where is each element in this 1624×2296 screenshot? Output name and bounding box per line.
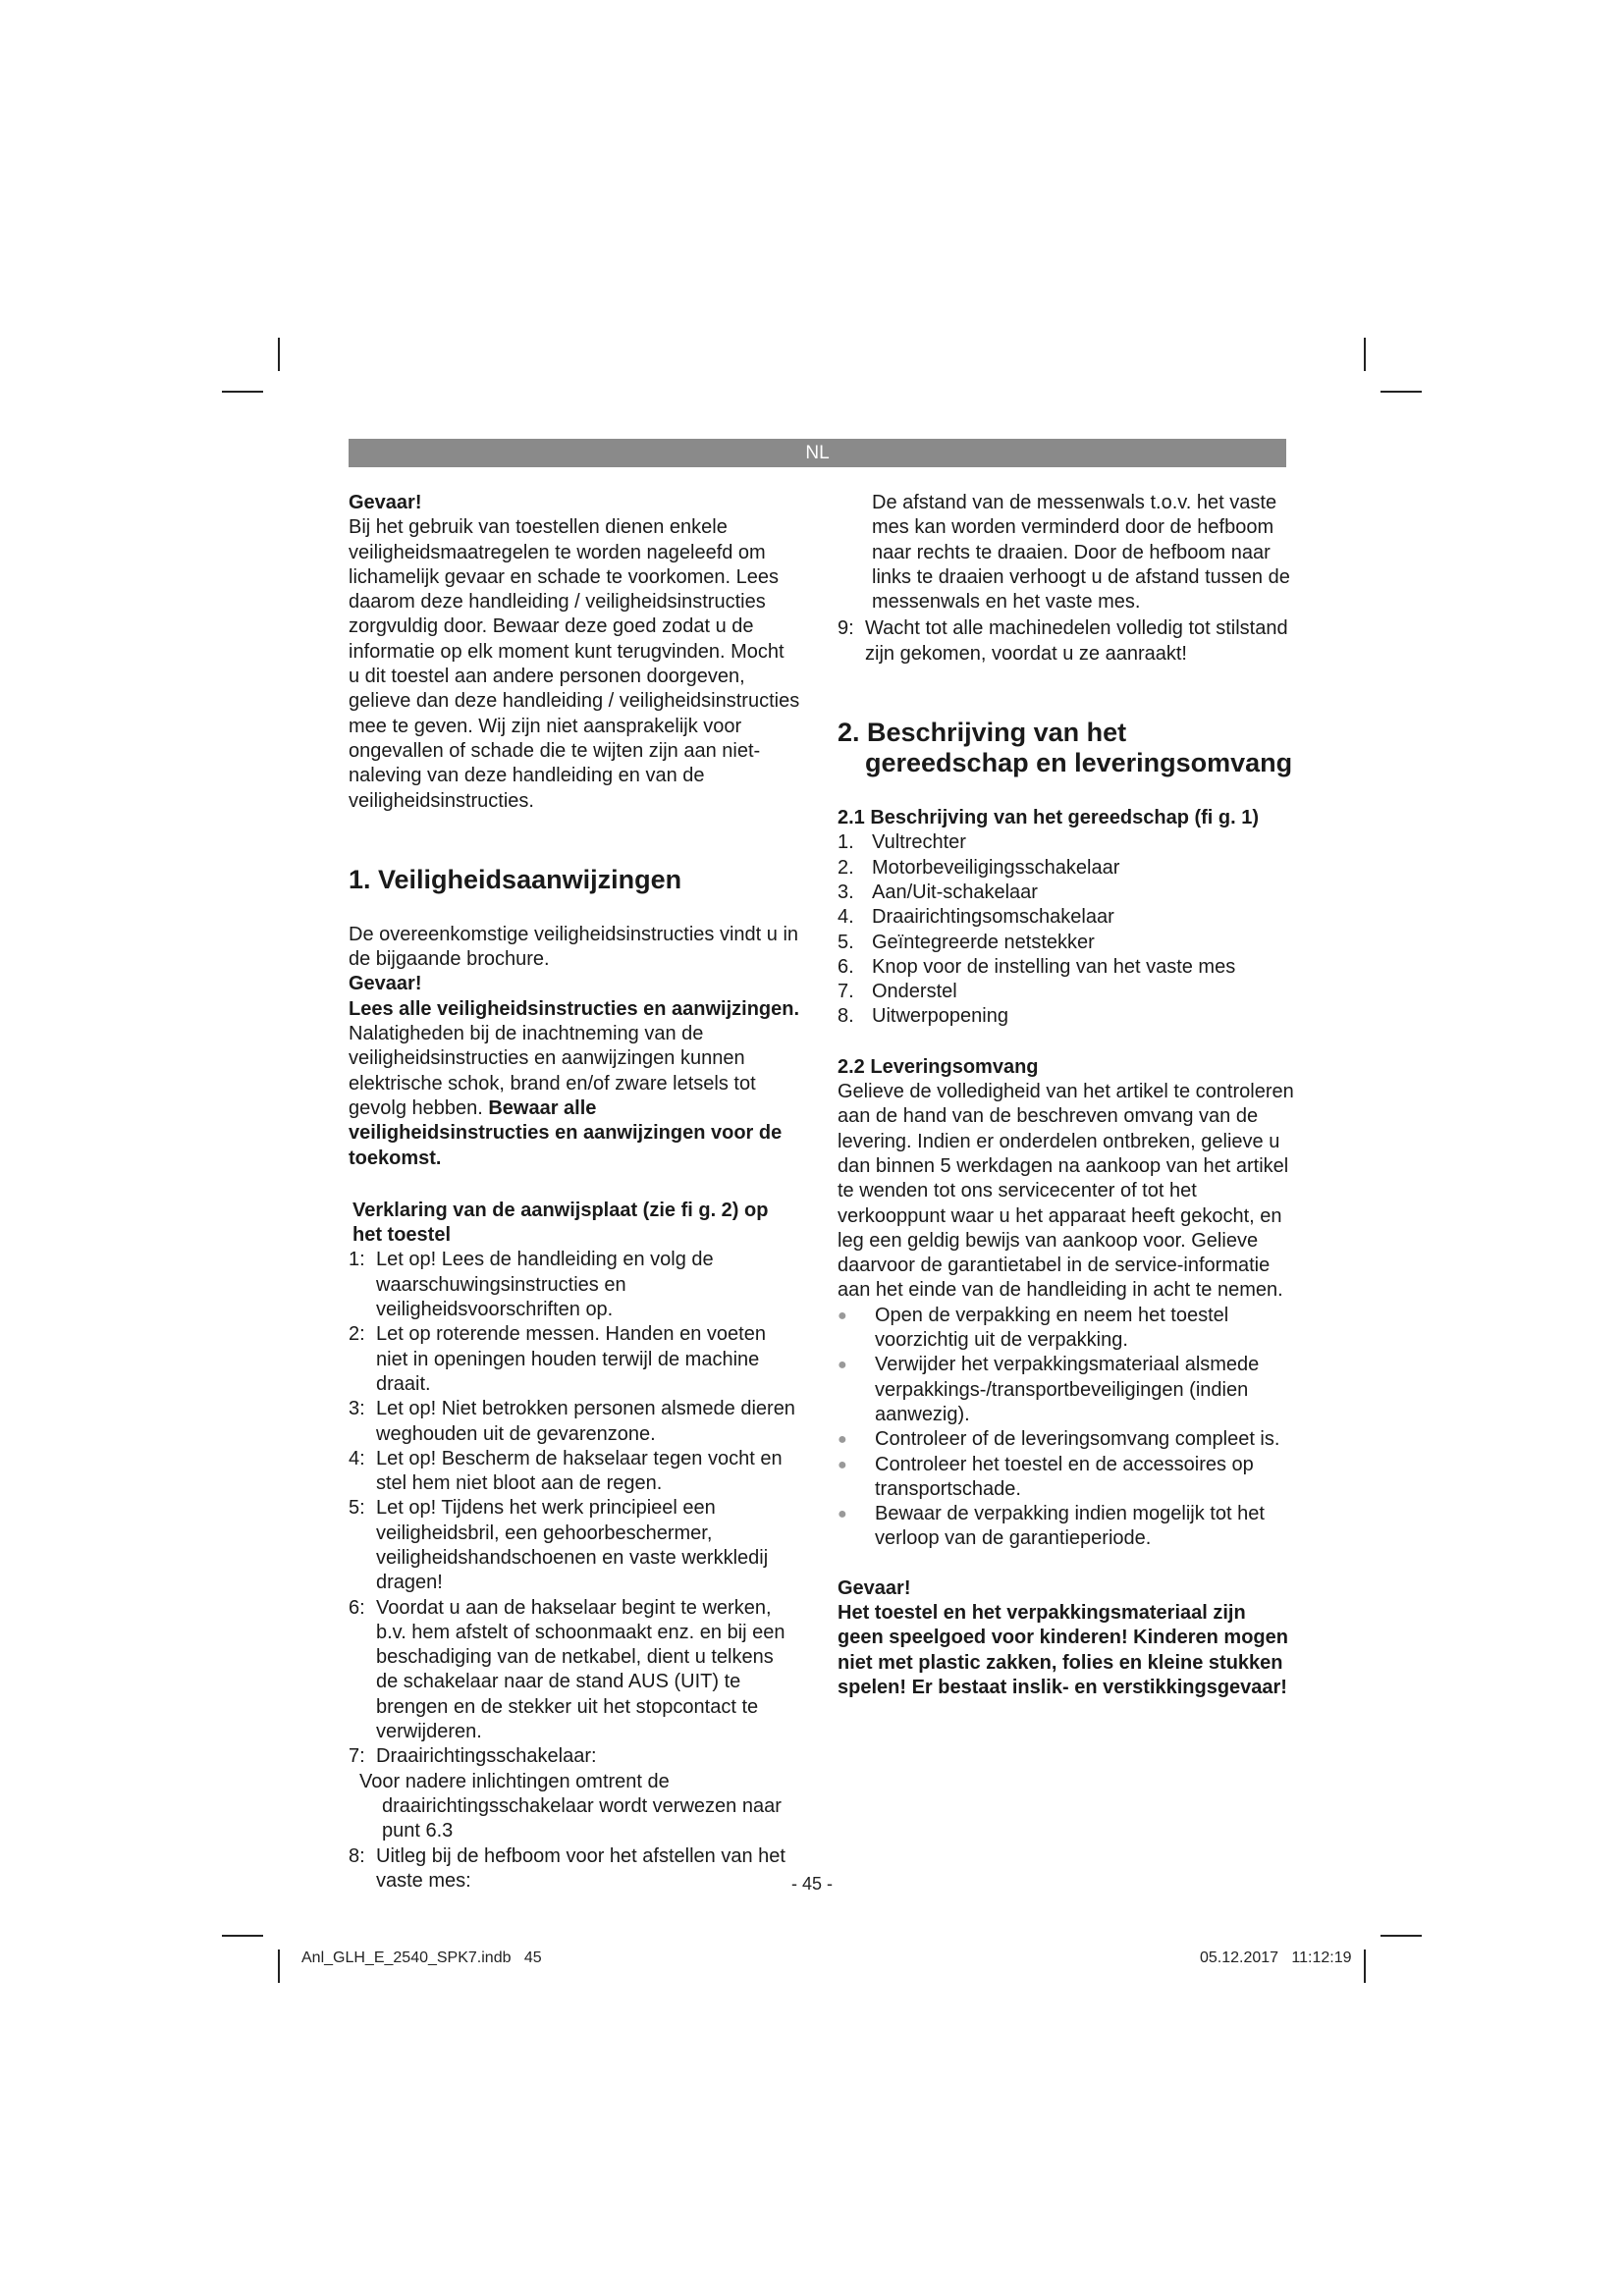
- list-text: Let op! Bescherm de hakselaar tegen vocht en stel hem niet bloot aan de regen.: [376, 1447, 783, 1495]
- item-7-details: [349, 1770, 800, 1844]
- list-number: 1:: [349, 1249, 365, 1271]
- list-item: [838, 881, 1294, 905]
- danger-bold-1: Lees alle veiligheidsinstructies en aanwijzingen.: [349, 997, 800, 1020]
- list-text: Knop voor de instelling van het vaste mes: [872, 955, 1236, 978]
- list-text: Let op! Niet betrokken personen alsmede dieren weghouden uit de gevarenzone.: [376, 1398, 795, 1445]
- list-text: Let op! Lees de handleiding en volg de waarschuwingsinstructies en veiligheidsvoorschriften op.: [376, 1249, 714, 1321]
- subsection-2-1-title: 2.1 Beschrijving van het gereedschap (fi g. 1): [838, 807, 1260, 829]
- list-text: Let op roterende messen. Handen en voeten niet in openingen houden terwijl de machine draait.: [376, 1323, 766, 1395]
- list-text: Aan/Uit-schakelaar: [872, 881, 1038, 903]
- parts-list: [838, 830, 1294, 1029]
- list-item: [838, 980, 1294, 1004]
- list-number: 8.: [838, 1005, 854, 1028]
- item-7-details-text: Voor nadere inlichtingen omtrent de draairichtingsschakelaar wordt verwezen naar punt 6.3: [359, 1770, 782, 1842]
- bullet-item: [838, 1304, 1294, 1354]
- list-text: Vultrechter: [872, 831, 966, 854]
- label-explanation-heading: Verklaring van de aanwijsplaat (zie fi g. 2) op het toestel: [352, 1199, 769, 1247]
- list-number: 3.: [838, 881, 854, 903]
- footer-filename: Anl_GLH_E_2540_SPK7.indb 45: [301, 1949, 542, 1966]
- delivery-scope-text: Gelieve de volledigheid van het artikel te controleren aan de hand van de beschreven omvang van de levering. Indien er onderdelen ontbreken, gelieve u dan binnen 5 werkdagen na aankoop van het artikel te wenden tot ons servicecenter of tot het verkooppunt waar u het apparaat heeft gekocht, en leg een geldig bewijs van aankoop voor. Gelieve daarvoor de garantietabel in de service-informatie aan het einde van de handleiding in acht te nemen.: [838, 1081, 1294, 1302]
- list-text: Uitleg bij de hefboom voor het afstellen van het vaste mes:: [376, 1844, 785, 1892]
- crop-mark: [1380, 391, 1422, 393]
- subsection-2-2-title: 2.2 Leveringsomvang: [838, 1055, 1039, 1078]
- crop-mark: [278, 338, 280, 371]
- footer-timestamp: 05.12.2017 11:12:19: [1200, 1949, 1352, 1966]
- bullet-icon: ●: [838, 1506, 847, 1523]
- bullet-text: Open de verpakking en neem het toestel voorzichtig uit de verpakking.: [875, 1304, 1229, 1352]
- danger-paragraph: Bij het gebruik van toestellen dienen enkele veiligheidsmaatregelen te worden nageleefd om lichamelijk gevaar en schade te voorkomen. Lees daarom deze handleiding / veiligheidsinstructies zorgvuldig door. Bewaar deze goed zodat u de informatie op elk moment kunt terugvinden. Mocht u dit toestel aan andere personen doorgeven, gelieve dan deze handleiding / veiligheidsinstructies mee te geven. Wij zijn niet aansprakelijk voor ongevallen of schade die te wijten zijn aan niet-naleving van deze handleiding en van de veiligheidsinstructies.: [349, 516, 800, 812]
- bullet-icon: ●: [838, 1456, 847, 1473]
- bullet-text: Controleer of de leveringsomvang compleet is.: [875, 1428, 1280, 1451]
- label-explanation-list: [349, 1248, 800, 1769]
- crop-mark: [222, 1935, 263, 1937]
- list-number: 1.: [838, 831, 854, 854]
- bullet-item: [838, 1502, 1294, 1552]
- left-column: [349, 491, 800, 1894]
- bullet-text: Bewaar de verpakking indien mogelijk tot het verloop van de garantieperiode.: [875, 1503, 1265, 1550]
- crop-mark: [1380, 1935, 1422, 1937]
- list-text: Onderstel: [872, 981, 957, 1003]
- danger-heading-2: Gevaar!: [349, 973, 422, 995]
- list-number: 4.: [838, 906, 854, 929]
- bullet-icon: ●: [838, 1431, 847, 1449]
- list-item: [349, 1744, 800, 1769]
- list-item: [349, 1447, 800, 1497]
- bullet-icon: ●: [838, 1357, 847, 1374]
- list-text: Voordat u aan de hakselaar begint te werken, b.v. hem afstelt of schoonmaakt enz. en bij een beschadiging van de netkabel, dient u telkens de schakelaar naar de stand AUS (UIT) te brengen en de stekker uit het stopcontact te verwijderen.: [376, 1596, 785, 1743]
- list-item: [838, 830, 1294, 855]
- list-text: Uitwerpopening: [872, 1005, 1008, 1028]
- danger-heading-3: Gevaar!: [838, 1576, 911, 1599]
- list-number: 6.: [838, 955, 854, 978]
- list-item: [838, 905, 1294, 930]
- list-item: [838, 955, 1294, 980]
- section-1-title: 1. Veiligheidsaanwijzingen: [349, 864, 682, 894]
- list-number: 6:: [349, 1596, 365, 1619]
- list-item: [838, 931, 1294, 955]
- bullet-text: Verwijder het verpakkingsmateriaal alsmede verpakkings-/transportbeveiligingen (indien aanwezig).: [875, 1354, 1260, 1425]
- list-number: 8:: [349, 1844, 365, 1867]
- crop-mark: [278, 1949, 280, 1983]
- bullet-item: [838, 1453, 1294, 1503]
- danger-text-2: Nalatigheden bij de inachtneming van de veiligheidsinstructies en aanwijzingen kunnen elektrische schok, brand en/of zware letsels tot gevolg hebben.: [349, 1023, 756, 1119]
- list-number: 7:: [349, 1745, 365, 1768]
- lever-continued-text: De afstand van de messenwals t.o.v. het vaste mes kan worden verminderd door de hefboom naar rechts te draaien. Door de hefboom naar links te draaien verhoogt u de afstand tussen de messenwals en het vaste mes.: [872, 492, 1290, 614]
- danger-paragraph-3: Het toestel en het verpakkingsmateriaal zijn geen speelgoed voor kinderen! Kinderen mogen niet met plastic zakken, folies en kleine stukken spelen! Er bestaat inslik- en verstikkingsgevaar!: [838, 1601, 1288, 1698]
- bullet-item: [838, 1427, 1294, 1452]
- danger-heading: Gevaar!: [349, 492, 422, 513]
- list-text: Motorbeveiligingsschakelaar: [872, 856, 1120, 879]
- bullet-text: Controleer het toestel en de accessoires op transportschade.: [875, 1453, 1254, 1500]
- list-number: 5.: [838, 931, 854, 953]
- list-number: 3:: [349, 1398, 365, 1420]
- danger-bold-2: Bewaar alle veiligheidsinstructies en aanwijzingen voor de toekomst.: [349, 1096, 783, 1169]
- bullet-icon: ●: [838, 1307, 847, 1324]
- list-item: [838, 1004, 1294, 1029]
- crop-mark: [1364, 338, 1366, 371]
- list-text: Draairichtingsomschakelaar: [872, 906, 1114, 929]
- list-item: [838, 616, 1294, 667]
- list-item: [349, 1496, 800, 1595]
- danger-paragraph-2: [349, 997, 800, 1171]
- list-number: 4:: [349, 1447, 365, 1469]
- list-number: 5:: [349, 1497, 365, 1520]
- list-item: [349, 1596, 800, 1745]
- list-number: 7.: [838, 981, 854, 1003]
- right-column: [838, 491, 1294, 1700]
- list-item: [349, 1248, 800, 1322]
- list-text: Draairichtingsschakelaar:: [376, 1745, 597, 1768]
- list-text: Wacht tot alle machinedelen volledig tot stilstand zijn gekomen, voordat u ze aanraakt!: [865, 617, 1288, 665]
- list-number: 9:: [838, 617, 854, 640]
- unpacking-checklist: [838, 1304, 1294, 1552]
- page-number: - 45 -: [790, 1874, 833, 1894]
- language-code: NL: [805, 443, 830, 463]
- list-text: Geïntegreerde netstekker: [872, 931, 1095, 953]
- list-text: Let op! Tijdens het werk principieel een veiligheidsbril, een gehoorbeschermer, veiligheidshandschoenen en vaste werkkledij dragen!: [376, 1497, 769, 1594]
- list-number: 2.: [838, 856, 854, 879]
- crop-mark: [222, 391, 263, 393]
- section-2-title: 2. Beschrijving van het gereedschap en leveringsomvang: [838, 718, 1293, 778]
- crop-mark: [1364, 1949, 1366, 1983]
- bullet-item: [838, 1353, 1294, 1427]
- language-header-bar: [349, 439, 1286, 467]
- list-number: 2:: [349, 1323, 365, 1346]
- list-item: [349, 1322, 800, 1397]
- list-item: [349, 1397, 800, 1447]
- section-1-intro: De overeenkomstige veiligheidsinstructies vindt u in de bijgaande brochure.: [349, 923, 799, 971]
- list-item: [838, 856, 1294, 881]
